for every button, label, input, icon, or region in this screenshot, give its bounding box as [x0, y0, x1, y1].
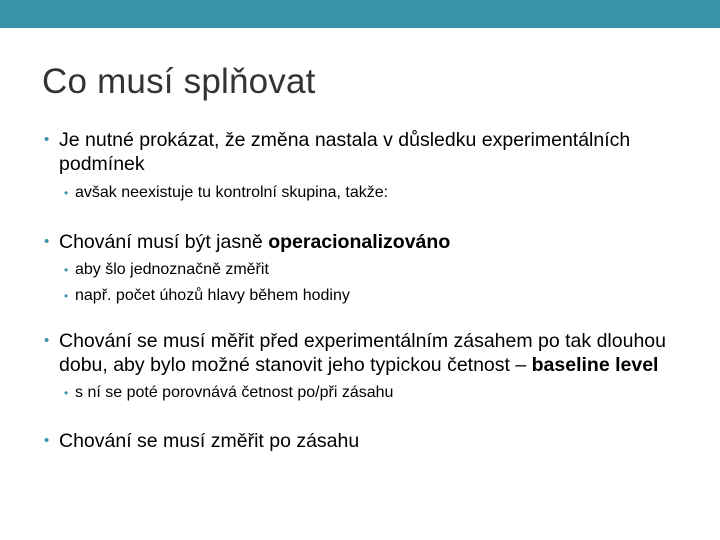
bullet-emphasis: baseline level	[531, 354, 659, 376]
sub-bullet-item	[44, 383, 684, 403]
bullet-marker: •	[44, 233, 50, 250]
bullet-item	[44, 329, 684, 377]
top-accent-bar	[0, 0, 720, 28]
bullet-item	[44, 128, 684, 176]
bullet-item	[44, 230, 684, 254]
bullet-marker: •	[44, 432, 50, 449]
bullet-text: Chování se musí měřit před experimentálním zásahem po tak dlouhou dobu, aby bylo možné stanovit jeho typickou četnost –	[59, 330, 666, 376]
sub-bullet-item	[44, 183, 684, 203]
sub-bullet-text: např. počet úhozů hlavy během hodiny	[75, 287, 350, 304]
bullet-marker: •	[44, 332, 50, 349]
sub-bullet-text: avšak neexistuje tu kontrolní skupina, takže:	[75, 184, 389, 201]
bullet-emphasis: operacionalizováno	[268, 231, 451, 253]
sub-bullet-marker: •	[64, 386, 69, 400]
bullet-text: Chování musí být jasně	[59, 231, 269, 253]
bullet-marker: •	[44, 131, 50, 148]
slide-title: Co musí splňovat	[42, 62, 316, 101]
bullet-item	[44, 429, 684, 453]
sub-bullet-marker: •	[64, 289, 69, 303]
sub-bullet-item	[44, 260, 684, 280]
sub-bullet-marker: •	[64, 186, 69, 200]
sub-bullet-text: s ní se poté porovnává četnost po/při zásahu	[75, 384, 394, 401]
bullet-text: Je nutné prokázat, že změna nastala v důsledku experimentálních podmínek	[59, 129, 631, 175]
slide-body	[44, 128, 684, 453]
bullet-text: Chování se musí změřit po zásahu	[59, 430, 360, 452]
sub-bullet-item	[44, 286, 684, 306]
sub-bullet-marker: •	[64, 263, 69, 277]
sub-bullet-text: aby šlo jednoznačně změřit	[75, 261, 269, 278]
